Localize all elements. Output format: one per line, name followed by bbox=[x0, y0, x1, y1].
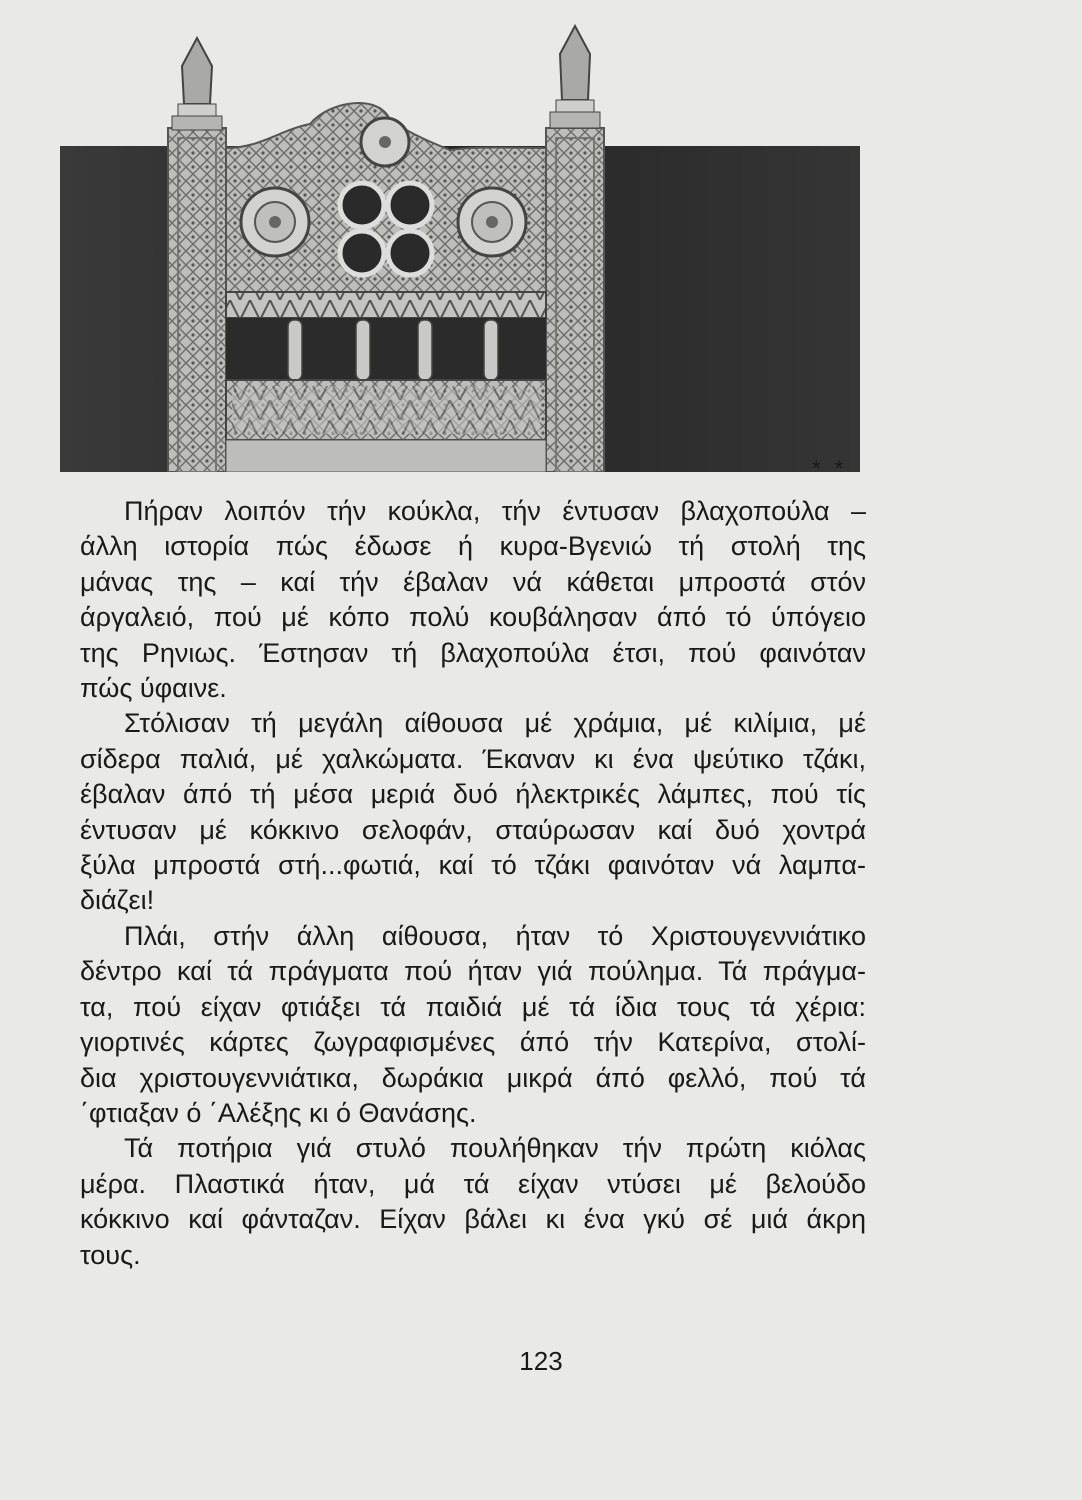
text-line: τα, πού είχαν φτιάξει τά παιδιά μέ τά ίδια τους τά χέρια: bbox=[80, 991, 866, 1022]
text-line: δια χριστουγεννιάτικα, δωράκια μικρά άπό φελλό, πού τά bbox=[80, 1062, 866, 1093]
paragraph bbox=[80, 494, 866, 706]
text-line: κόκκινο καί φάνταζαν. Είχαν βάλει κι ένα γκύ σέ μιά άκρη bbox=[80, 1204, 866, 1235]
text-line: Τά ποτήρια γιά στυλό πουλήθηκαν τήν πρώτη κιόλας bbox=[124, 1133, 866, 1164]
text-line: σίδερα παλιά, μέ χαλκώματα. Έκαναν κι ένα ψεύτικο τζάκι, bbox=[80, 743, 866, 774]
text-line: έβαλαν άπό τή μέσα μεριά δυό ήλεκτρικές λάμπες, πού τίς bbox=[80, 779, 866, 810]
text-line: Πλάι, στήν άλλη αίθουσα, ήταν τό Χριστουγεννιάτικο bbox=[124, 920, 866, 951]
text-line: ΄φτιαξαν ό ΄Αλέξης κι ό Θανάσης. bbox=[80, 1097, 477, 1128]
text-line: μέρα. Πλαστικά ήταν, μά τά είχαν ντύσει μέ βελούδο bbox=[80, 1168, 866, 1199]
text-line: τους. bbox=[80, 1239, 141, 1270]
body-text bbox=[80, 494, 866, 1273]
page-number: 123 bbox=[519, 1346, 563, 1376]
text-line: της Ρηνιως. Έστησαν τή βλαχοπούλα έτσι, πού φαινόταν bbox=[80, 637, 866, 668]
paragraph bbox=[80, 919, 866, 1131]
text-line: πώς ύφαινε. bbox=[80, 673, 227, 704]
text-line: άλλη ιστορία πώς έδωσε ή κυρα-Βγενιώ τή στολή της bbox=[80, 531, 866, 562]
text-line: μάνας της – καί τήν έβαλαν νά κάθεται μπροστά στόν bbox=[80, 566, 866, 597]
paragraph bbox=[80, 706, 866, 918]
section-separator: * * bbox=[812, 456, 848, 481]
carved-chair-back-image bbox=[60, 20, 860, 472]
text-line: διάζει! bbox=[80, 885, 155, 916]
text-line: Στόλισαν τή μεγάλη αίθουσα μέ χράμια, μέ κιλίμια, μέ bbox=[124, 708, 866, 739]
text-line: γιορτινές κάρτες ζωγραφισμένες άπό τήν Κατερίνα, στολί- bbox=[80, 1027, 866, 1058]
text-line: άργαλειό, πού μέ κόπο πολύ κουβάλησαν άπό τό ύπόγειο bbox=[80, 602, 866, 633]
text-line: Πήραν λοιπόν τήν κούκλα, τήν έντυσαν βλαχοπούλα – bbox=[124, 496, 866, 526]
text-line: δέντρο καί τά πράγματα πού ήταν γιά πούλημα. Τά πράγμα- bbox=[80, 956, 866, 987]
paragraph bbox=[80, 1131, 866, 1273]
text-line: ξύλα μπροστά στή...φωτιά, καί τό τζάκι φαινόταν νά λαμπα- bbox=[80, 850, 866, 881]
text-line: έντυσαν μέ κόκκινο σελοφάν, σταύρωσαν καί δυό χοντρά bbox=[80, 814, 866, 845]
